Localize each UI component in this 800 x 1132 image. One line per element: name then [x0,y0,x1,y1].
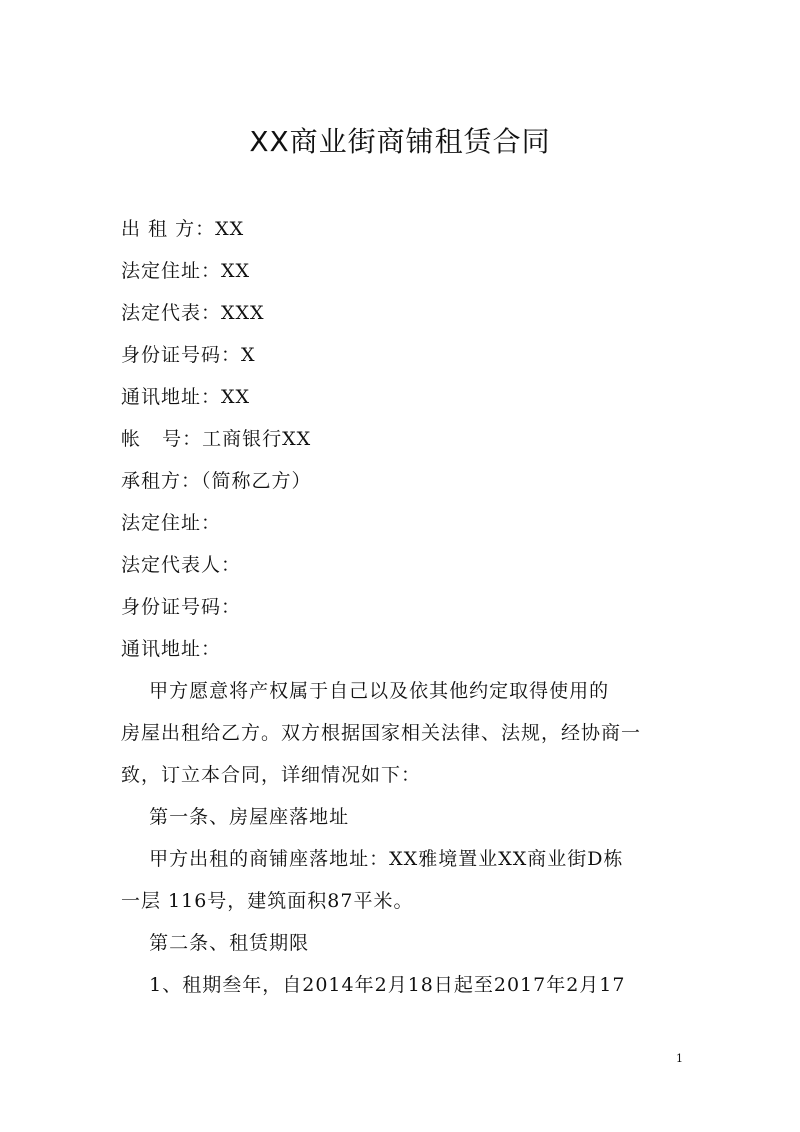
lessee-address-line: 法定住址： [121,512,222,534]
lessee-contact-address-line: 通讯地址： [121,638,222,660]
body-line: 房屋出租给乙方。双方根据国家相关法律、法规，经协商一 [121,722,642,744]
lessee-representative-line: 法定代表人： [121,554,242,576]
body-line: 一层 116号，建筑面积87平米。 [121,890,414,912]
article-1-heading: 第一条、房屋座落地址 [121,806,350,828]
lessee-id-line: 身份证号码： [121,596,242,618]
page-number: 1 [676,1052,683,1065]
article-2-heading: 第二条、租赁期限 [121,932,310,954]
lessor-line: 出 租 方：XX [121,218,245,240]
body-line: 致，订立本合同，详细情况如下： [121,764,422,786]
lessor-representative-line: 法定代表：XXX [121,302,265,324]
document-title: XX商业街商铺租赁合同 [249,125,551,158]
lessor-contact-address-line: 通讯地址：XX [121,386,251,408]
lessor-id-line: 身份证号码：X [121,344,256,366]
lessee-line: 承租方：（简称乙方） [121,470,312,492]
lessor-address-line: 法定住址：XX [121,260,251,282]
lessor-account-line: 帐 号：工商银行XX [121,428,312,450]
body-line: 1、租期叁年，自2014年2月18日起至2017年2月17 [121,974,626,996]
body-line: 甲方出租的商铺座落地址：XX雅境置业XX商业街D栋 [121,848,624,870]
body-line: 甲方愿意将产权属于自己以及依其他约定取得使用的 [121,680,610,702]
